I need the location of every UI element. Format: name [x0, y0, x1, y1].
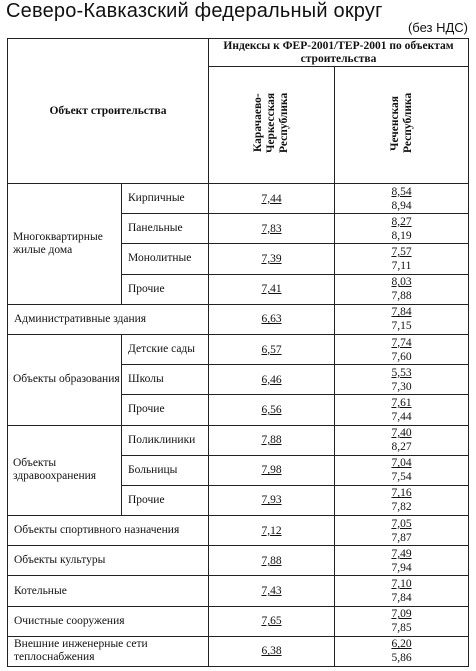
subtype-cell — [122, 244, 209, 274]
index-value-top: 7,83 — [261, 222, 282, 235]
subtype-label: Прочие — [128, 403, 165, 416]
group-name: Объекты образования — [13, 373, 120, 386]
kchr-value-cell — [209, 516, 335, 546]
table-row — [8, 184, 469, 214]
index-value-bottom: 7,44 — [391, 410, 412, 423]
subtype-cell — [122, 334, 209, 364]
index-value-top: 7,12 — [261, 524, 282, 537]
indices-table — [7, 38, 469, 667]
group-name-cell — [8, 516, 209, 546]
group-name-cell — [8, 546, 209, 576]
group-name: Административные здания — [14, 312, 147, 325]
kchr-value-cell — [209, 244, 335, 274]
index-value-bottom: 7,30 — [391, 380, 412, 393]
index-value-bottom: 8,19 — [391, 229, 412, 242]
subtype-label: Панельные — [128, 222, 183, 235]
col-chr-header — [335, 67, 469, 184]
index-value-bottom: 7,94 — [391, 561, 412, 574]
subtype-cell — [122, 274, 209, 304]
page-title: Северо-Кавказский федеральный округ — [6, 0, 383, 22]
index-value-top: 6,20 — [391, 638, 412, 651]
index-value-top: 7,74 — [391, 336, 412, 349]
table-row — [8, 425, 469, 455]
kchr-value-cell — [209, 334, 335, 364]
table-row — [8, 516, 469, 546]
subtype-cell — [122, 214, 209, 244]
kchr-value-cell — [209, 606, 335, 636]
subtype-cell — [122, 455, 209, 485]
index-value-top: 6,57 — [261, 343, 282, 356]
index-value-top: 7,40 — [391, 427, 412, 440]
subtype-label: Монолитные — [128, 252, 192, 265]
table-row — [8, 334, 469, 364]
index-value-top: 7,16 — [391, 487, 412, 500]
table-row — [8, 606, 469, 636]
kchr-value-cell — [209, 395, 335, 425]
index-value-bottom: 7,11 — [391, 259, 412, 272]
index-value-bottom: 7,15 — [391, 320, 412, 333]
index-value-bottom: 7,88 — [391, 290, 412, 303]
col-kchr-header — [209, 67, 335, 184]
kchr-value-cell — [209, 214, 335, 244]
header-row — [8, 39, 469, 67]
table-row — [8, 546, 469, 576]
index-value-top: 7,88 — [261, 554, 282, 567]
group-name: Очистные сооружения — [14, 614, 125, 627]
chr-value-cell — [335, 214, 469, 244]
index-value-top: 7,88 — [261, 434, 282, 447]
object-header — [8, 39, 209, 184]
index-value-top: 6,38 — [261, 645, 282, 658]
group-name: Внешние инженерные сети теплоснабжения — [14, 638, 148, 664]
index-value-top: 7,57 — [391, 245, 412, 258]
table-row — [8, 304, 469, 334]
col-kchr-label: Карачаево-Черкесская Республика — [252, 92, 290, 154]
group-name-cell — [8, 606, 209, 636]
index-value-bottom: 7,82 — [391, 501, 412, 514]
index-value-top: 7,05 — [391, 517, 412, 530]
subtype-label: Школы — [128, 373, 164, 386]
group-name: Объекты культуры — [14, 554, 106, 567]
group-name-cell — [8, 334, 122, 425]
kchr-value-cell — [209, 576, 335, 606]
chr-value-cell — [335, 485, 469, 515]
chr-value-cell — [335, 576, 469, 606]
chr-value-cell — [335, 274, 469, 304]
index-value-top: 8,27 — [391, 215, 412, 228]
kchr-value-cell — [209, 485, 335, 515]
subtype-cell — [122, 184, 209, 214]
subtype-cell — [122, 485, 209, 515]
chr-value-cell — [335, 184, 469, 214]
kchr-value-cell — [209, 546, 335, 576]
kchr-value-cell — [209, 636, 335, 666]
indices-header-label: Индексы к ФЕР-2001/ТЕР-2001 по объектам строительства — [223, 39, 454, 65]
chr-value-cell — [335, 334, 469, 364]
index-value-top: 7,84 — [391, 306, 412, 319]
index-value-bottom: 7,54 — [391, 471, 412, 484]
index-value-top: 7,65 — [261, 615, 282, 628]
index-value-top: 7,09 — [391, 608, 412, 621]
chr-value-cell — [335, 395, 469, 425]
index-value-top: 7,04 — [391, 457, 412, 470]
index-value-bottom: 5,86 — [391, 652, 412, 665]
group-name: Объекты спортивного назначения — [14, 524, 180, 537]
col-chr-label: Чеченская Республика — [388, 92, 414, 154]
index-value-top: 6,56 — [261, 403, 282, 416]
index-value-top: 8,03 — [391, 276, 412, 289]
index-value-bottom: 8,94 — [391, 199, 412, 212]
index-value-top: 6,46 — [261, 373, 282, 386]
index-value-top: 7,49 — [391, 547, 412, 560]
index-value-bottom: 7,85 — [391, 622, 412, 635]
kchr-value-cell — [209, 304, 335, 334]
subtype-cell — [122, 365, 209, 395]
kchr-value-cell — [209, 455, 335, 485]
index-value-top: 8,54 — [391, 185, 412, 198]
group-name-cell — [8, 304, 209, 334]
index-value-top: 7,43 — [261, 585, 282, 598]
chr-value-cell — [335, 365, 469, 395]
index-value-top: 7,44 — [261, 192, 282, 205]
subtype-cell — [122, 395, 209, 425]
group-name: Многоквартирные жилые дома — [13, 230, 103, 256]
table-row — [8, 576, 469, 606]
subtype-label: Кирпичные — [128, 192, 185, 205]
object-header-label: Объект строительства — [49, 104, 167, 117]
chr-value-cell — [335, 304, 469, 334]
table-row — [8, 636, 469, 666]
kchr-value-cell — [209, 365, 335, 395]
subtype-label: Прочие — [128, 282, 165, 295]
kchr-value-cell — [209, 425, 335, 455]
subtype-label: Прочие — [128, 493, 165, 506]
index-value-top: 7,98 — [261, 464, 282, 477]
chr-value-cell — [335, 455, 469, 485]
index-value-bottom: 7,84 — [391, 592, 412, 605]
subtype-label: Поликлиники — [128, 433, 196, 446]
subtype-label: Больницы — [128, 463, 178, 476]
index-value-top: 7,10 — [391, 578, 412, 591]
indices-header — [209, 39, 469, 67]
chr-value-cell — [335, 606, 469, 636]
group-name: Котельные — [14, 584, 67, 597]
index-value-bottom: 7,60 — [391, 350, 412, 363]
chr-value-cell — [335, 636, 469, 666]
group-name-cell — [8, 576, 209, 606]
chr-value-cell — [335, 244, 469, 274]
index-value-top: 7,93 — [261, 494, 282, 507]
chr-value-cell — [335, 546, 469, 576]
group-name-cell — [8, 425, 122, 516]
chr-value-cell — [335, 516, 469, 546]
group-name: Объекты здравоохранения — [13, 457, 97, 483]
group-name-cell — [8, 636, 209, 666]
kchr-value-cell — [209, 184, 335, 214]
vat-note: (без НДС) — [407, 20, 468, 35]
subtype-cell — [122, 425, 209, 455]
kchr-value-cell — [209, 274, 335, 304]
index-value-top: 6,63 — [261, 313, 282, 326]
index-value-top: 7,41 — [261, 283, 282, 296]
index-value-top: 5,53 — [391, 366, 412, 379]
index-value-top: 7,39 — [261, 252, 282, 265]
index-value-bottom: 8,27 — [391, 441, 412, 454]
index-value-bottom: 7,87 — [391, 531, 412, 544]
index-value-top: 7,61 — [391, 396, 412, 409]
subtype-label: Детские сады — [128, 343, 196, 356]
chr-value-cell — [335, 425, 469, 455]
group-name-cell — [8, 184, 122, 305]
